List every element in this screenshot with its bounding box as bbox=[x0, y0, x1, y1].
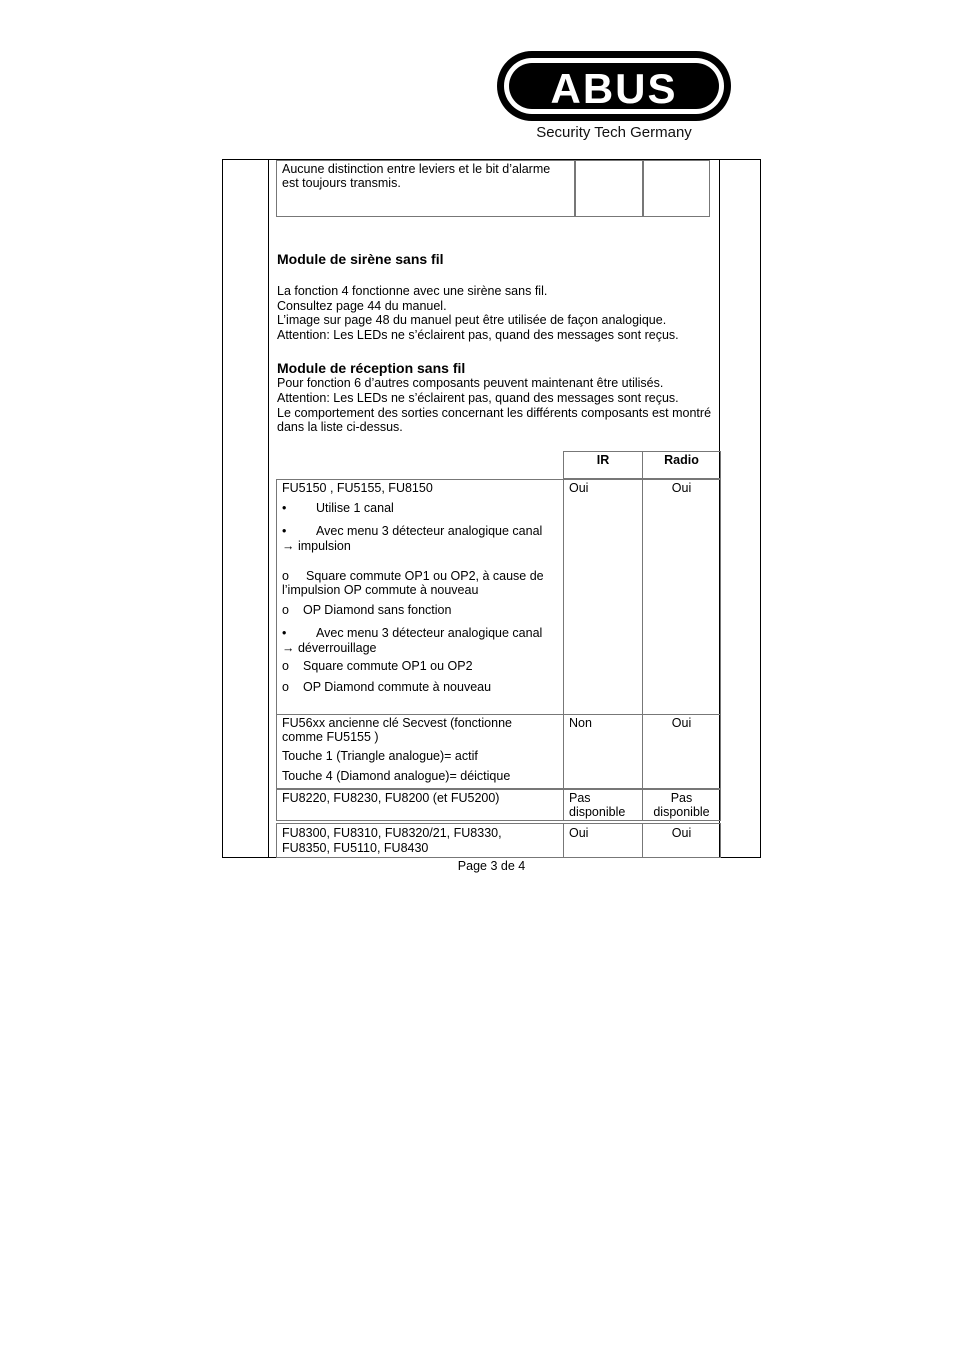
abus-logo bbox=[496, 50, 732, 146]
sub-marker: o bbox=[282, 659, 289, 673]
row2-radio: Oui bbox=[671, 716, 692, 730]
top-row-line-1: Aucune distinction entre leviers et le bit d’alarme bbox=[282, 162, 551, 176]
bullet-marker: • bbox=[282, 501, 287, 515]
siren-line: Attention: Les LEDs ne s’éclairent pas, quand des messages sont reçus. bbox=[277, 328, 679, 342]
top-row-line-2: est toujours transmis. bbox=[282, 176, 401, 190]
sub-marker: o bbox=[282, 603, 289, 617]
row1-item: l’impulsion OP commute à nouveau bbox=[282, 583, 479, 597]
siren-line: Consultez page 44 du manuel. bbox=[277, 299, 447, 313]
row3-ir-line1: Pas bbox=[569, 791, 591, 805]
row3-radio-line2: disponible bbox=[653, 805, 710, 819]
top-row-cell-2 bbox=[574, 160, 644, 217]
siren-heading: Module de sirène sans fil bbox=[277, 251, 444, 267]
row3-label: FU8220, FU8230, FU8200 (et FU5200) bbox=[282, 791, 500, 805]
row4-ir: Oui bbox=[569, 826, 589, 840]
row4-line1: FU8300, FU8310, FU8320/21, FU8330, bbox=[282, 826, 502, 840]
row1-item: Square commute OP1 ou OP2, à cause de bbox=[306, 569, 544, 583]
logo-tagline: Security Tech Germany bbox=[536, 124, 692, 141]
row1-item: OP Diamond sans fonction bbox=[303, 603, 452, 617]
row1-radio: Oui bbox=[671, 481, 692, 495]
row2-line: Touche 4 (Diamond analogue)= déictique bbox=[282, 769, 511, 783]
row1-item: Utilise 1 canal bbox=[316, 501, 394, 515]
receiver-line: Le comportement des sorties concernant les différents composants est montré bbox=[277, 406, 712, 420]
row2-ir: Non bbox=[569, 716, 592, 730]
header-ir: IR bbox=[596, 453, 610, 467]
sub-marker: o bbox=[282, 680, 289, 694]
siren-line: L’image sur page 48 du manuel peut être utilisée de façon analogique. bbox=[277, 313, 667, 327]
row1-item: Avec menu 3 détecteur analogique canal bbox=[316, 626, 543, 640]
row1-item: Square commute OP1 ou OP2 bbox=[303, 659, 473, 673]
sub-marker: o bbox=[282, 569, 289, 583]
row1-item: → déverrouillage bbox=[282, 641, 377, 655]
row1-item: Avec menu 3 détecteur analogique canal bbox=[316, 524, 543, 538]
siren-line: La fonction 4 fonctionne avec une sirène sans fil. bbox=[277, 284, 548, 298]
row3-ir-line2: disponible bbox=[569, 805, 626, 819]
row1-ir-cell bbox=[563, 479, 643, 715]
receiver-line: Pour fonction 6 d’autres composants peuvent maintenant être utilisés. bbox=[277, 376, 664, 390]
receiver-heading: Module de réception sans fil bbox=[277, 360, 466, 376]
bullet-marker: • bbox=[282, 524, 287, 538]
row1-item: → impulsion bbox=[282, 539, 351, 553]
row1-item: OP Diamond commute à nouveau bbox=[303, 680, 492, 694]
page-number: Page 3 de 4 bbox=[457, 859, 526, 873]
row4-radio: Oui bbox=[671, 826, 692, 840]
top-row-cell-3 bbox=[642, 160, 710, 217]
row2-line: FU56xx ancienne clé Secvest (fonctionne bbox=[282, 716, 512, 730]
receiver-line: dans la liste ci-dessus. bbox=[277, 420, 403, 434]
row2-line: comme FU5155 ) bbox=[282, 730, 379, 744]
row3-radio-line1: Pas bbox=[670, 791, 693, 805]
receiver-line: Attention: Les LEDs ne s’éclairent pas, quand des messages sont reçus. bbox=[277, 391, 679, 405]
row1-ir: Oui bbox=[569, 481, 589, 495]
abus-logo-mark bbox=[496, 50, 732, 122]
row4-line2: FU8350, FU5110, FU8430 bbox=[282, 841, 429, 855]
bullet-marker: • bbox=[282, 626, 287, 640]
row1-title: FU5150 , FU5155, FU8150 bbox=[282, 481, 433, 495]
logo-wordmark: ABUS bbox=[550, 65, 678, 112]
frame-divider-left bbox=[268, 160, 269, 857]
header-radio: Radio bbox=[664, 453, 699, 467]
row2-line: Touche 1 (Triangle analogue)= actif bbox=[282, 749, 478, 763]
row1-radio-cell bbox=[642, 479, 721, 715]
